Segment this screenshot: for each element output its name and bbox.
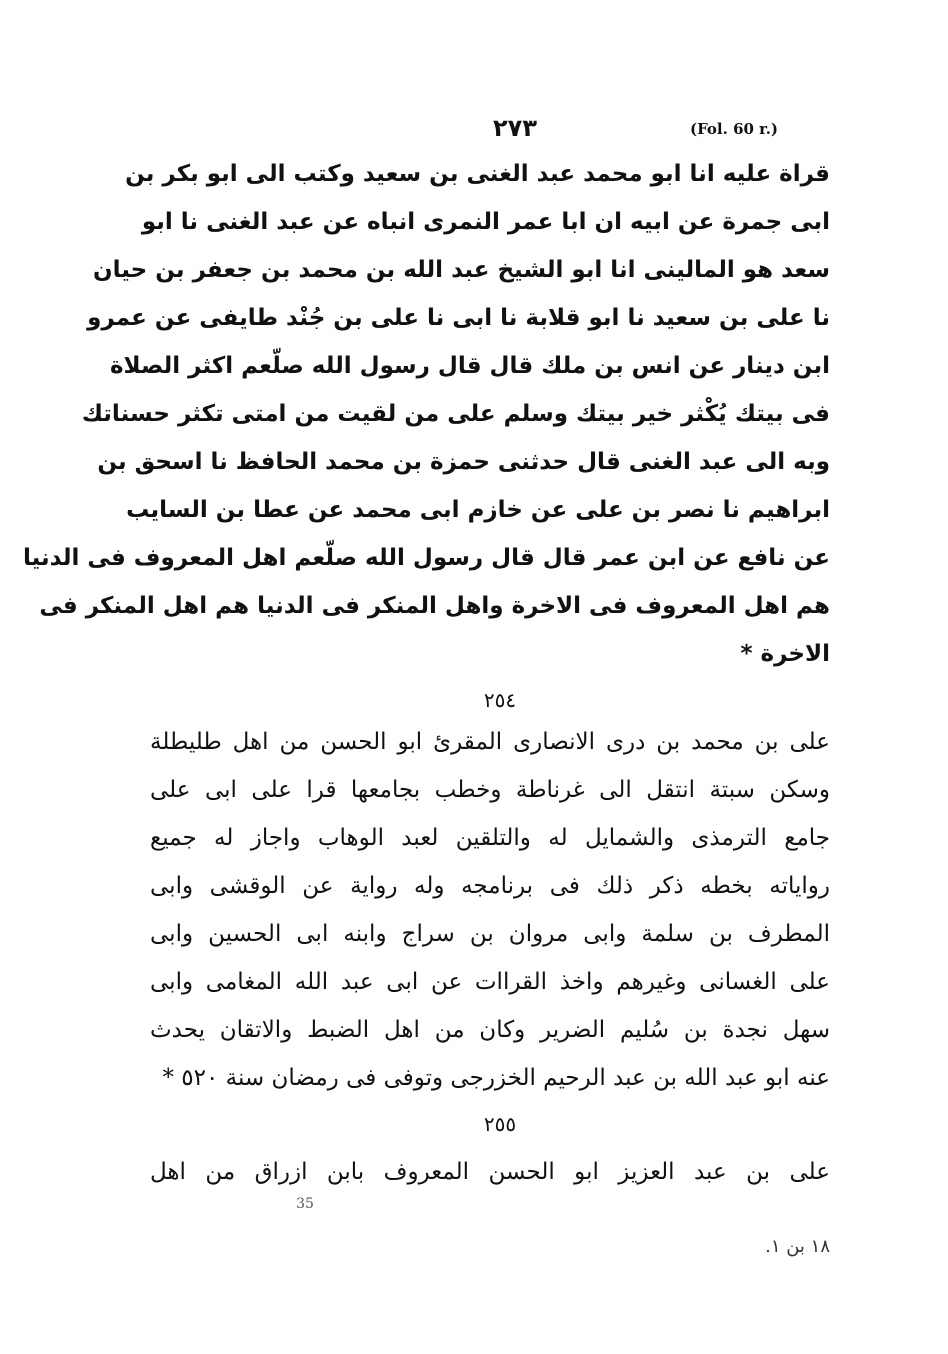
text-line: وبه الى عبد الغنى قال حدثنى حمزة بن محمد الحافظ نا اسحق بن: [97, 449, 830, 475]
text-line: على بن محمد بن درى الانصارى المقرئ ابو الحسن من اهل طليطلة: [150, 729, 830, 755]
text-line: ابراهيم نا نصر بن على عن خازم ابى محمد عن عطا بن السايب: [126, 497, 830, 523]
text-line: ابى جمرة عن ابيه ان ابا عمر النمرى انباه عن عبد الغنى نا ابو: [141, 209, 830, 235]
text-line: نا على بن سعيد نا ابو قلابة نا ابى نا على بن جُنْد طايفى عن عمرو: [87, 305, 830, 331]
page-header: [0, 110, 948, 150]
text-line: عنه ابو عبد الله بن عبد الرحيم الخزرجى وتوفى فى رمضان سنة ٥٢٠ *: [162, 1065, 830, 1091]
page-number: ۲۷۳: [493, 114, 537, 142]
entry-253-text: [22, 150, 830, 678]
text-line: سهل نجدة بن سُليم الضرير وكان من اهل الضبط والاتقان يحدث: [150, 1017, 830, 1043]
entry-255-text: [150, 1148, 830, 1196]
text-line: عن نافع عن ابن عمر قال قال رسول الله صلّعم اهل المعروف فى الدنيا: [22, 545, 830, 571]
text-line: هم اهل المعروف فى الاخرة واهل المنكر فى الدنيا هم اهل المنكر فى: [39, 593, 830, 619]
entry-number-255: ٢٥٥: [483, 1112, 517, 1136]
text-line: جامع الترمذى والشمايل له والتلقين لعبد الوهاب واجاز له جميع: [150, 825, 830, 851]
text-line: ابن دينار عن انس بن ملك قال قال رسول الله صلّعم اكثر الصلاة: [109, 353, 830, 379]
text-line: على الغسانى وغيرهم واخذ القراات عن ابى عبد الله المغامى وابى: [150, 969, 830, 995]
text-line: سعد هو المالينى انا ابو الشيخ عبد الله بن محمد بن جعفر بن حيان: [92, 257, 830, 283]
entry-number-254: ٢٥٤: [483, 688, 517, 712]
text-line: رواياته بخطه ذكر ذلك فى برنامجه وله رواية عن الوقشى وابى: [150, 873, 830, 899]
footnote: ١٨ بن ١.: [765, 1236, 830, 1257]
entry-254-text: [150, 718, 830, 1102]
text-line: الاخرة *: [740, 641, 830, 667]
text-line: وسكن سبتة انتقل الى غرناطة وخطب بجامعها قرا على ابى على: [150, 777, 830, 803]
text-line: المطرف بن سلمة وابى مروان بن سراج وابنه ابى الحسين وابى: [150, 921, 830, 947]
folio-reference: (Fol. 60 r.): [690, 120, 779, 138]
text-line: على بن عبد العزيز ابو الحسن المعروف بابن ازراق من اهل: [150, 1159, 830, 1185]
signature-mark: 35: [296, 1196, 314, 1212]
text-line: فى بيتك يُكْثر خير بيتك وسلم على من لقيت من امتى تكثر حسناتك: [81, 401, 830, 427]
text-line: قراة عليه انا ابو محمد عبد الغنى بن سعيد وكتب الى ابو بكر بن: [125, 161, 830, 187]
